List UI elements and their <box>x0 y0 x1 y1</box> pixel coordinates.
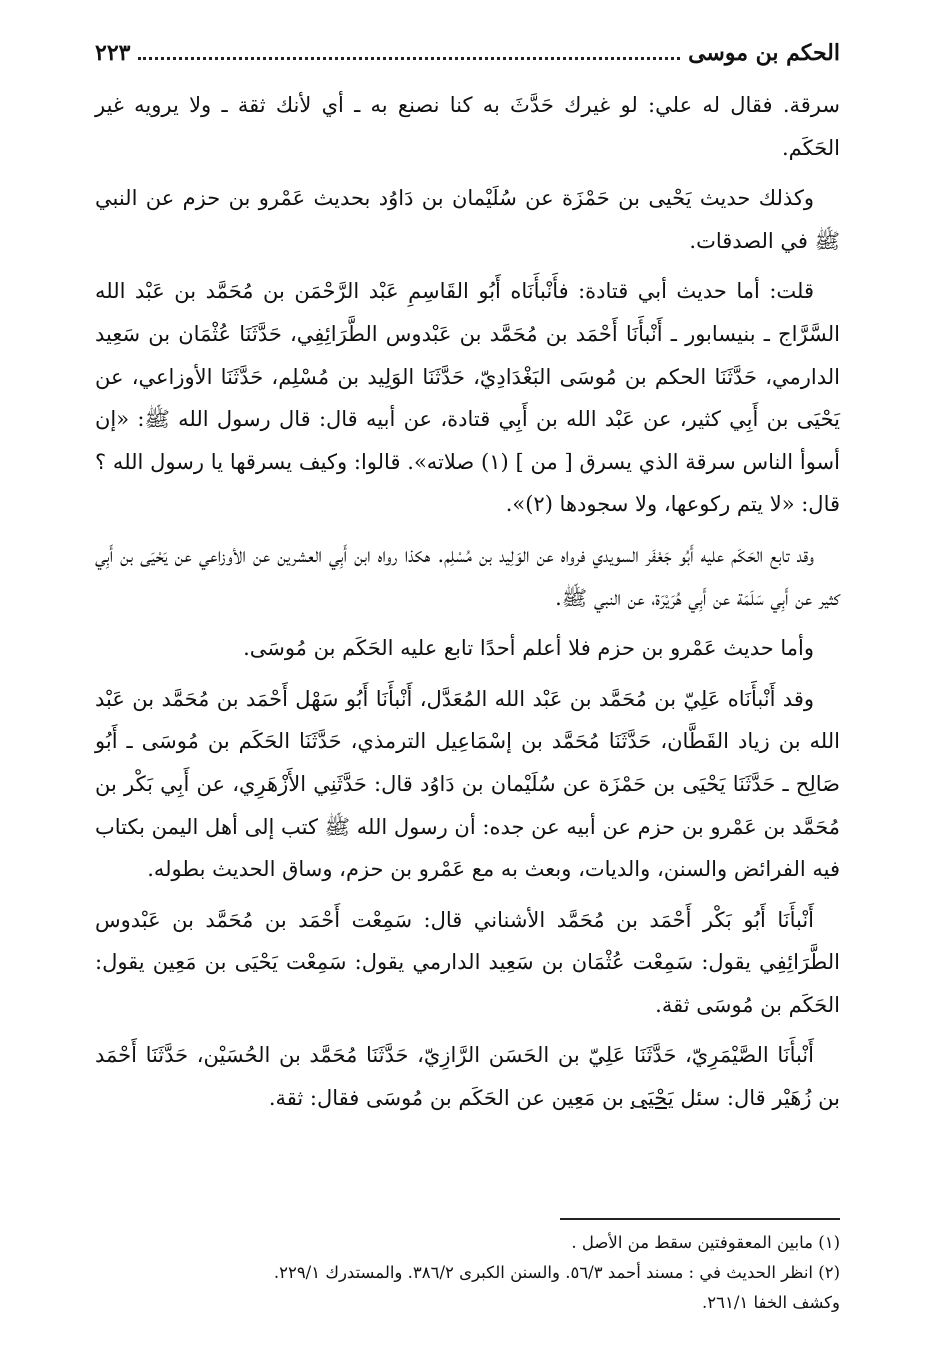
header-dot-leader <box>138 45 680 60</box>
page-number: ٢٢٣ <box>95 40 131 66</box>
paragraph: وكذلك حديث يَحْيى بن حَمْزَة عن سُلَيْمان بن دَاوُد بحديث عَمْرو بن حزم عن النبي ﷺ في الصدقات. <box>95 186 840 253</box>
paragraph: وقد تابع الحَكَم عليه أَبُو جَعْفَر السويدي فرواه عن الوَلِيد بن مُسْلِم. هكذا رواه ابن أَبِي العشرين عن الأوزاعي عن يَحْيَى بن أَبِي كثير عن أَبِي سَلَمَة عن أَبِي هُرَيْرَة، عن النبي ﷺ. <box>95 542 840 610</box>
paragraph: وقد أَنْبأَنَاه عَلِيّ بن مُحَمَّد بن عَبْد الله المُعَدَّل، أَنْبأَنَا أَبُو سَهْل أَحْمَد بن مُحَمَّد بن عَبْد الله بن زياد القَطَّان، حَدَّثَنَا مُحَمَّد بن إسْمَاعِيل الترمذي، حَدَّثَنَا الحَكَم بن مُوسَى ـ أَبُو صَالِح ـ حَدَّثَنَا يَحْيَى بن حَمْزَة عن سُلَيْمان بن دَاوُد قال: حَدَّثَنِي الأَزْهَرِي، عن أَبِي بَكْر بن مُحَمَّد بن عَمْرو بن حزم عن أبيه عن جده: أن رسول الله ﷺ كتب إلى أهل اليمن بكتاب فيه الفرائض والسنن، والديات، وبعث به مع عَمْرو بن حزم، وساق الحديث بطوله. <box>95 686 840 882</box>
paragraph: وأما حديث عَمْرو بن حزم فلا أعلم أحدًا تابع عليه الحَكَم بن مُوسَى. <box>243 636 814 661</box>
text-span: بن مَعِين عن الحَكَم بن مُوسَى فقال: ثقة. <box>268 1086 631 1111</box>
main-text <box>95 84 840 1120</box>
footnote: (٢) انظر الحديث في : مسند أحمد ٥٦/٣. والسنن الكبرى ٣٨٦/٢. والمستدرك ٢٢٩/١. <box>273 1263 840 1282</box>
paragraph: سرقة. فقال له علي: لو غيرك حَدَّثَ به كنا نصنع به ـ أي لأنك ثقة ـ ولا يرويه غير الحَكَم. <box>95 93 840 160</box>
footnotes <box>95 1228 840 1318</box>
footnote-separator <box>560 1218 840 1220</box>
running-header <box>95 40 840 84</box>
footnote: وكشف الخفا ٢٦١/١. <box>701 1293 840 1312</box>
paragraph: أَنْبأَنَا أَبُو بَكْر أَحْمَد بن مُحَمَّد الأشناني قال: سَمِعْت أَحْمَد بن مُحَمَّد بن عَبْدوس الطَّرَائِفِي يقول: سَمِعْت عُثْمَان بن سَعِيد الدارمي يقول: سَمِعْت يَحْيَى بن مَعِين يقول: الحَكَم بن مُوسَى ثقة. <box>95 907 840 1017</box>
text-span: أَنْبأَنَا الصَّيْمَرِيّ، حَدَّثَنَا عَلِيّ بن الحَسَن الرَّازِيّ، حَدَّثَنَا مُحَمَّد بن الحُسَيْن، حَدَّثَنَا أَحْمَد بن زُهَيْر قال: سئل <box>95 1043 840 1111</box>
header-title: الحكم بن موسى <box>688 40 840 66</box>
footnote: (١) مابين المعقوفتين سقط من الأصل . <box>571 1233 840 1252</box>
underlined-word: يَحْيَى <box>630 1086 674 1111</box>
paragraph: قلت: أما حديث أبي قتادة: فأَنْبأَنَاه أَبُو القَاسِمِ عَبْد الرَّحْمَن بن مُحَمَّد بن عَبْد الله السَّرَّاج ـ بنيسابور ـ أَنْبأَنَا أَحْمَد بن مُحَمَّد بن عَبْدوس الطَّرَائِفِي، حَدَّثَنَا عُثْمَان بن سَعِيد الدارمي، حَدَّثَنَا الحكم بن مُوسَى البَغْدَادِيّ، حَدَّثَنَا الوَلِيد بن مُسْلِم، حَدَّثَنَا الأوزاعي، عن يَحْيَى بن أَبِي كثير، عن عَبْد الله بن أَبِي قتادة، عن أبيه قال: قال رسول الله ﷺ: «إن أسوأ الناس سرقة الذي يسرق [ من ] (١) صلاته». قالوا: وكيف يسرقها يا رسول الله ؟ قال: «لا يتم ركوعها، ولا سجودها (٢)». <box>95 279 840 517</box>
page-body <box>95 40 840 1128</box>
paragraph-last <box>95 1034 840 1119</box>
